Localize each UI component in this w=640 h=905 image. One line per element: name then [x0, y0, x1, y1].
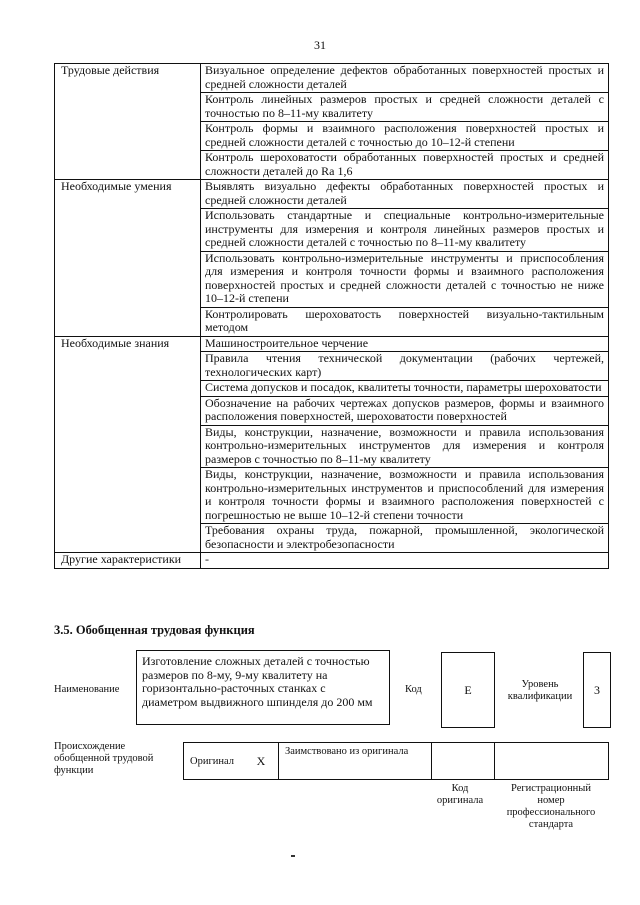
- description-cell: Виды, конструкции, назначение, возможности и правила использования контрольно-измерительных инструментов и приспособлений для измерения и контроля точности формы и взаимного расположения поверхностей с погрешностью не выше 10–12-й степени точности: [201, 468, 609, 524]
- table-row: [55, 209, 609, 252]
- description-cell: -: [201, 553, 609, 569]
- table-row: [55, 352, 609, 381]
- category-cell: [55, 209, 201, 252]
- registration-number-cell: [495, 743, 609, 780]
- category-cell: Необходимые умения: [55, 180, 201, 209]
- table-row: [55, 524, 609, 553]
- table-row: [55, 251, 609, 307]
- description-cell: Обозначение на рабочих чертежах допусков размеров, формы и взаимного расположения поверхностей, шероховатости поверхностей: [201, 396, 609, 425]
- table-row: [55, 180, 609, 209]
- category-cell: [55, 93, 201, 122]
- category-cell: [55, 352, 201, 381]
- description-cell: Требования охраны труда, пожарной, промышленной, экологической безопасности и электробезопасности: [201, 524, 609, 553]
- table-row: [55, 64, 609, 93]
- name-label: Наименование: [54, 684, 120, 695]
- page-number: 31: [314, 38, 326, 52]
- category-cell: [55, 122, 201, 151]
- origin-code-caption: Код оригинала: [436, 783, 484, 806]
- category-cell: [55, 524, 201, 553]
- description-cell: Правила чтения технической документации (рабочих чертежей, технологических карт): [201, 352, 609, 381]
- table-row: [55, 553, 609, 569]
- origin-label: Происхождение обобщенной трудовой функции: [54, 741, 154, 776]
- category-cell: [55, 396, 201, 425]
- table-row: [55, 381, 609, 397]
- section-title: 3.5. Обобщенная трудовая функция: [54, 623, 255, 637]
- category-cell: [55, 307, 201, 336]
- table-row: [55, 307, 609, 336]
- function-name-value: Изготовление сложных деталей с точностью размеров по 8-му, 9-му квалитету на горизонтально-расточных станках с диаметром выдвижного шпинделя до 200 мм: [136, 650, 390, 725]
- description-cell: Виды, конструкции, назначение, возможности и правила использования контрольно-измерительных инструментов для измерения и контроля размеров с точностью по 8–11-му квалитету: [201, 425, 609, 468]
- category-cell: [55, 425, 201, 468]
- category-cell: [55, 151, 201, 180]
- qualification-level-value: 3: [583, 652, 611, 728]
- category-cell: Другие характеристики: [55, 553, 201, 569]
- qualification-level-label: Уровень квалификации: [507, 679, 573, 702]
- original-mark: X: [244, 743, 279, 780]
- origin-table: [183, 742, 609, 780]
- description-cell: Система допусков и посадок, квалитеты точности, параметры шероховатости: [201, 381, 609, 397]
- origin-code-cell: [432, 743, 495, 780]
- description-cell: Использовать контрольно-измерительные инструменты и приспособления для измерения и контроля точности формы и взаимного расположения поверхностей простых и средней сложности деталей с точностью не ниже 10–12-й степени: [201, 251, 609, 307]
- description-cell: Выявлять визуально дефекты обработанных поверхностей простых и средней сложности деталей: [201, 180, 609, 209]
- description-cell: Визуальное определение дефектов обработанных поверхностей простых и средней сложности деталей: [201, 64, 609, 93]
- category-cell: [55, 468, 201, 524]
- description-cell: Контролировать шероховатость поверхностей визуально-тактильным методом: [201, 307, 609, 336]
- category-cell: [55, 381, 201, 397]
- category-cell: Необходимые знания: [55, 336, 201, 352]
- registration-number-caption: Регистрационный номер профессионального стандарта: [506, 783, 596, 830]
- table-row: [55, 336, 609, 352]
- table-row: [55, 122, 609, 151]
- table-row: [55, 151, 609, 180]
- borrowed-label: Заимствовано из оригинала: [279, 743, 432, 780]
- description-cell: Контроль шероховатости обработанных поверхностей простых и средней сложности деталей до Ra 1,6: [201, 151, 609, 180]
- table-row: [55, 468, 609, 524]
- category-cell: [55, 251, 201, 307]
- category-cell: Трудовые действия: [55, 64, 201, 93]
- competency-table: [54, 63, 609, 569]
- description-cell: Контроль линейных размеров простых и средней сложности деталей с точностью по 8–11-му квалитету: [201, 93, 609, 122]
- code-value: E: [441, 652, 495, 728]
- table-row: [55, 93, 609, 122]
- code-label: Код: [405, 684, 422, 695]
- original-label: Оригинал: [184, 743, 245, 780]
- table-row: [55, 396, 609, 425]
- page-mark: [291, 855, 295, 857]
- description-cell: Контроль формы и взаимного расположения поверхностей простых и средней сложности деталей с точностью до 10–12-й степени: [201, 122, 609, 151]
- description-cell: Использовать стандартные и специальные контрольно-измерительные инструменты для измерения и контроля линейных размеров простых и средней сложности деталей с точностью по 8–11-му квалитету: [201, 209, 609, 252]
- description-cell: Машиностроительное черчение: [201, 336, 609, 352]
- table-row: [55, 425, 609, 468]
